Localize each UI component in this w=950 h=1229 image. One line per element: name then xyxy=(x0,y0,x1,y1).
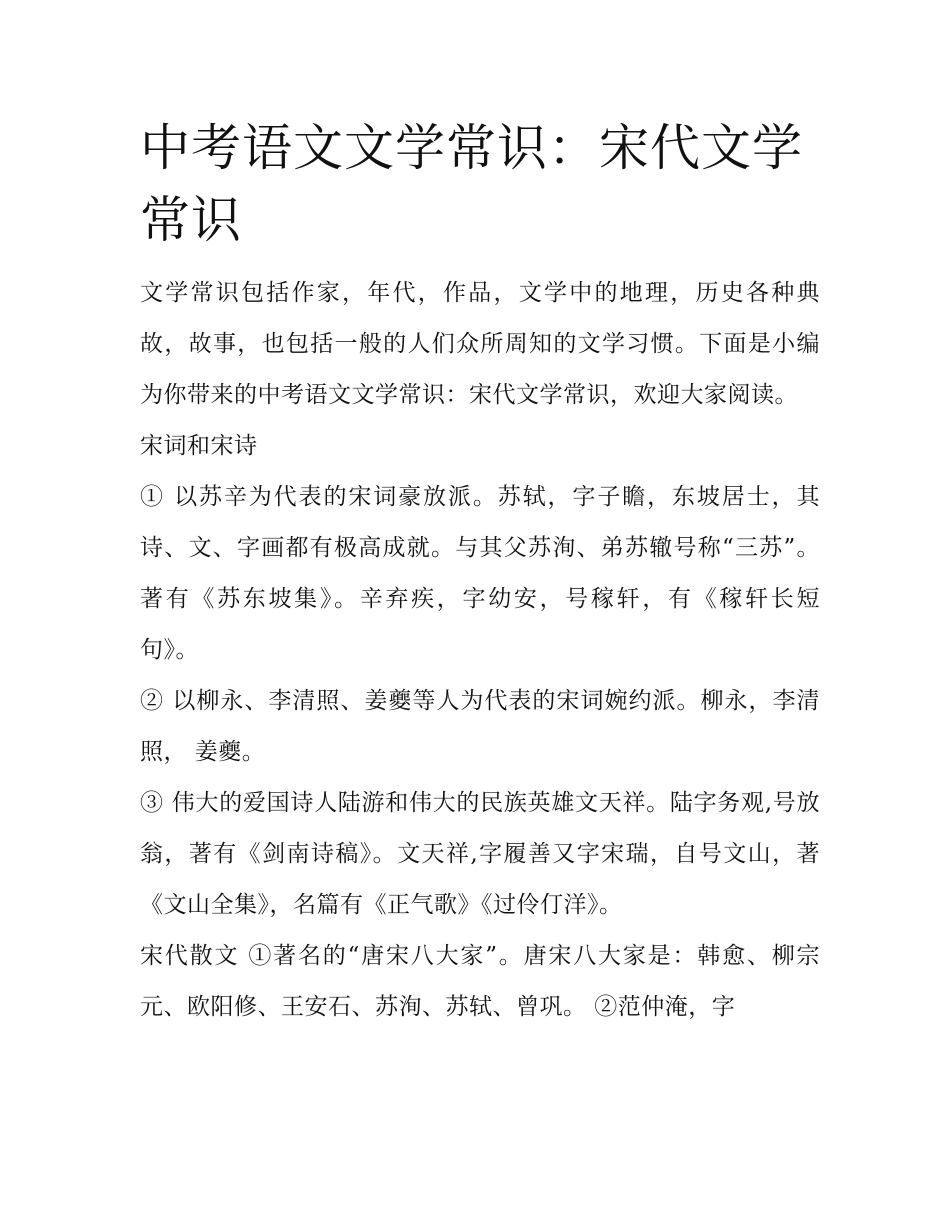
intro-paragraph: 文学常识包括作家，年代，作品，文学中的地理，历史各种典故，故事，也包括一般的人们众所周知的文学习惯。下面是小编为你带来的中考语文文学常识：宋代文学常识，欢迎大家阅读。 xyxy=(140,280,820,408)
paragraph-wanyue-school: ② 以柳永、李清照、姜夔等人为代表的宋词婉约派。柳永，李清照， 姜夔。 xyxy=(140,688,820,765)
document-page xyxy=(140,112,820,1033)
section-heading-song-ci-and-shi: 宋词和宋诗 xyxy=(140,433,258,459)
paragraph-song-prose: 宋代散文 ①著名的“唐宋八大家”。唐宋八大家是：韩愈、柳宗元、欧阳修、王安石、苏洵、苏轼、曾巩。 ②范仲淹，字 xyxy=(140,943,820,1020)
document-title: 中考语文文学常识：宋代文学常识 xyxy=(140,119,803,249)
paragraph-haofang-school: ① 以苏辛为代表的宋词豪放派。苏轼，字子瞻，东坡居士，其诗、文、字画都有极高成就。与其父苏洵、弟苏辙号称“三苏”。著有《苏东坡集》。辛弃疾，字幼安，号稼轩，有《稼轩长短句》。 xyxy=(140,484,820,663)
paragraph-patriotic-poets: ③ 伟大的爱国诗人陆游和伟大的民族英雄文天祥。陆字务观,号放翁，著有《剑南诗稿》。文天祥,字履善又字宋瑞，自号文山，著《文山全集》，名篇有《正气歌》《过伶仃洋》。 xyxy=(140,790,820,918)
